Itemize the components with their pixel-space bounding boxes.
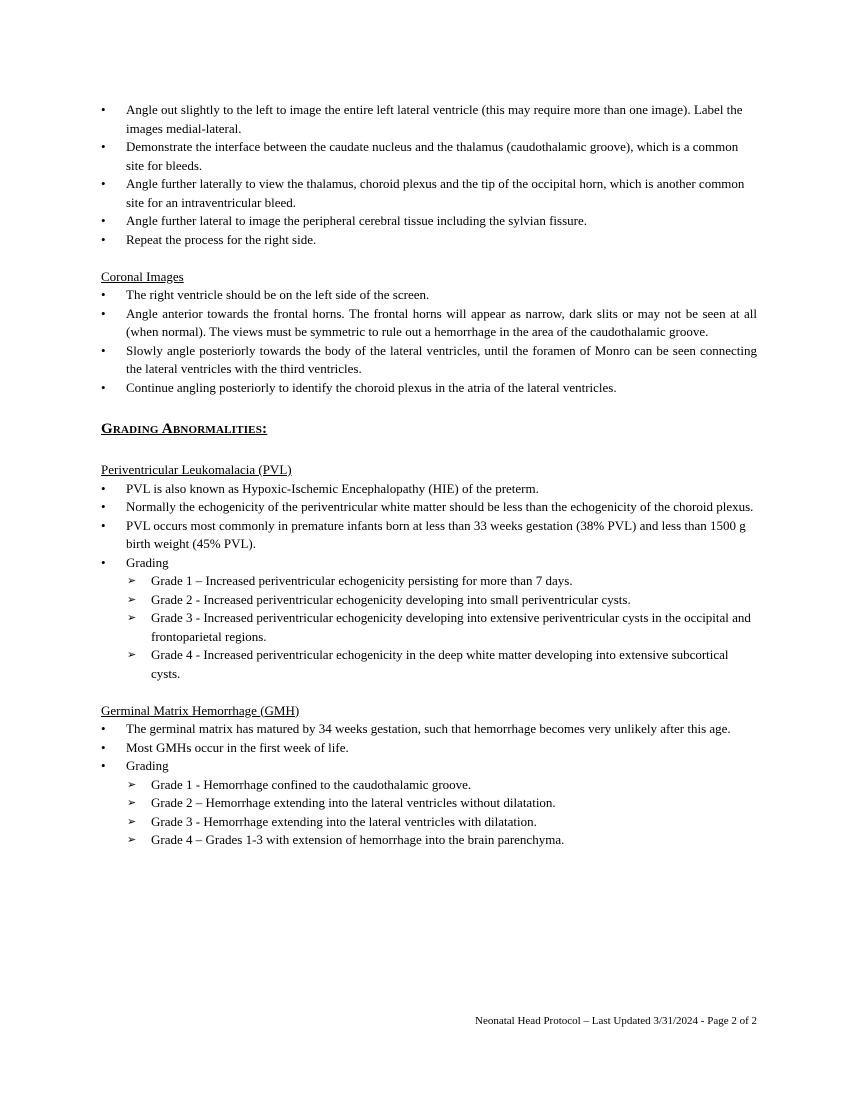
grade-item: ➢ Grade 1 – Increased periventricular echogenicity persisting for more than 7 days.	[126, 572, 757, 591]
list-item: • Grading ➢ Grade 1 - Hemorrhage confined to the caudothalamic groove. ➢ Grade 2 – Hemorrhage extending into the lateral ventricles without dilatation. ➢ Grade 3 - Hemorrhage extending into the lateral ventricles with dilatation. ➢ Grade 4 – Grades 1-3 with extension of hemorrhage into the brain parenchyma.	[101, 757, 757, 850]
gmh-heading: Germinal Matrix Hemorrhage (GMH)	[101, 702, 300, 718]
pvl-bullet-list	[101, 480, 757, 684]
page-footer: Neonatal Head Protocol – Last Updated 3/31/2024 - Page 2 of 2	[475, 1015, 757, 1027]
grade-item: ➢ Grade 3 - Hemorrhage extending into the lateral ventricles with dilatation.	[126, 813, 757, 832]
pvl-grades-list	[126, 572, 757, 683]
list-item: • Slowly angle posteriorly towards the body of the lateral ventricles, until the foramen of Monro can be seen connecting the lateral ventricles with the third ventricles.	[101, 342, 757, 379]
list-item: • Repeat the process for the right side.	[101, 231, 757, 250]
list-item: • Demonstrate the interface between the caudate nucleus and the thalamus (caudothalamic groove), which is a common site for bleeds.	[101, 138, 757, 175]
grading-abnormalities-heading: Grading Abnormalities:	[101, 421, 268, 437]
list-item: • Angle out slightly to the left to image the entire left lateral ventricle (this may require more than one image). Label the images medial-lateral.	[101, 101, 757, 138]
list-item: • PVL is also known as Hypoxic-Ischemic Encephalopathy (HIE) of the preterm.	[101, 480, 757, 499]
list-item: • Most GMHs occur in the first week of life.	[101, 739, 757, 758]
list-item: • Grading ➢ Grade 1 – Increased periventricular echogenicity persisting for more than 7 days. ➢ Grade 2 - Increased periventricular echogenicity developing into small periventricular cysts. ➢ Grade 3 - Increased periventricular echogenicity developing into extensive periventricular cysts in the occipital and frontoparietal regions. ➢ Grade 4 - Increased periventricular echogenicity in the deep white matter developing into extensive subcortical cysts.	[101, 554, 757, 684]
list-item: • The germinal matrix has matured by 34 weeks gestation, such that hemorrhage becomes very unlikely after this age.	[101, 720, 757, 739]
pvl-heading: Periventricular Leukomalacia (PVL)	[101, 462, 292, 477]
grade-item: ➢ Grade 3 - Increased periventricular echogenicity developing into extensive periventricular cysts in the occipital and frontoparietal regions.	[126, 609, 757, 646]
document-page	[101, 101, 757, 850]
list-item: • Angle anterior towards the frontal horns. The frontal horns will appear as narrow, dark slits or may not be seen at all (when normal). The views must be symmetric to rule out a hemorrhage in the area of the caudothalamic groove.	[101, 305, 757, 342]
list-item: • The right ventricle should be on the left side of the screen.	[101, 286, 757, 305]
gmh-bullet-list	[101, 720, 757, 850]
list-item: • Continue angling posteriorly to identify the choroid plexus in the atria of the lateral ventricles.	[101, 379, 757, 398]
grade-item: ➢ Grade 2 – Hemorrhage extending into the lateral ventricles without dilatation.	[126, 794, 757, 813]
coronal-bullet-list	[101, 286, 757, 397]
grade-item: ➢ Grade 2 - Increased periventricular echogenicity developing into small periventricular cysts.	[126, 591, 757, 610]
coronal-images-heading: Coronal Images	[101, 268, 184, 284]
grade-item: ➢ Grade 4 – Grades 1-3 with extension of hemorrhage into the brain parenchyma.	[126, 831, 757, 850]
grade-item: ➢ Grade 1 - Hemorrhage confined to the caudothalamic groove.	[126, 776, 757, 795]
list-item: • Angle further lateral to image the peripheral cerebral tissue including the sylvian fissure.	[101, 212, 757, 231]
grade-item: ➢ Grade 4 - Increased periventricular echogenicity in the deep white matter developing into extensive subcortical cysts.	[126, 646, 757, 683]
sagittal-bullet-list	[101, 101, 757, 249]
list-item: • Angle further laterally to view the thalamus, choroid plexus and the tip of the occipital horn, which is another common site for an intraventricular bleed.	[101, 175, 757, 212]
list-item: • PVL occurs most commonly in premature infants born at less than 33 weeks gestation (38% PVL) and less than 1500 g birth weight (45% PVL).	[101, 517, 757, 554]
gmh-grades-list	[126, 776, 757, 850]
list-item: • Normally the echogenicity of the periventricular white matter should be less than the echogenicity of the choroid plexus.	[101, 498, 757, 517]
